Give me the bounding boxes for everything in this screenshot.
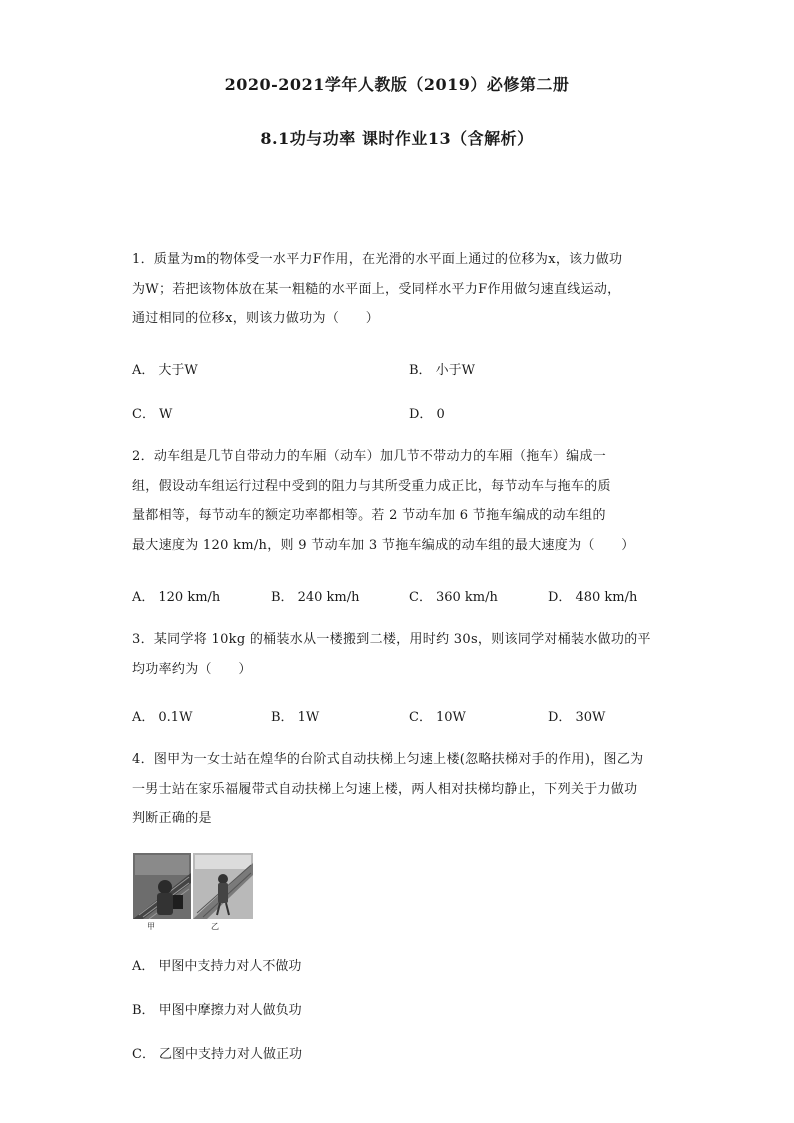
question-4-option-a-row — [132, 955, 672, 975]
stem-line: 组，假设动车组运行过程中受到的阻力与其所受重力成正比，每节动车与拖车的质 — [132, 478, 611, 494]
figure-label-jia: 甲 — [147, 922, 155, 931]
option-c[interactable]: C． 乙图中支持力对人做正功 — [132, 1047, 302, 1062]
option-c[interactable]: C． 10W — [409, 710, 466, 725]
question-1-options-row2 — [132, 403, 672, 423]
option-a[interactable]: A． 0.1W — [132, 710, 193, 725]
option-b[interactable]: B． 1W — [271, 710, 320, 725]
question-3-options — [132, 706, 672, 726]
stem-line: 一男士站在家乐福履带式自动扶梯上匀速上楼，两人相对扶梯均静止，下列关于力做功 — [132, 781, 638, 797]
question-3-stem — [132, 625, 662, 684]
option-c[interactable]: C． W — [132, 407, 173, 422]
option-d[interactable]: D． 30W — [548, 710, 606, 725]
option-b[interactable]: B． 甲图中摩擦力对人做负功 — [132, 1003, 302, 1018]
question-2-stem — [132, 442, 662, 560]
stem-line: 2．动车组是几节自带动力的车厢（动车）加几节不带动力的车厢（拖车）编成一 — [132, 449, 607, 464]
option-d[interactable]: D． 480 km/h — [548, 590, 638, 605]
title-line-1: 2020-2021学年人教版（2019）必修第二册 — [224, 75, 570, 94]
option-b[interactable]: B． 小于W — [409, 363, 475, 378]
stem-line: 4．图甲为一女士站在煌华的台阶式自动扶梯上匀速上楼(忽略扶梯对手的作用)，图乙为 — [132, 752, 644, 767]
option-a[interactable]: A． 甲图中支持力对人不做功 — [132, 959, 302, 974]
stem-line: 均功率约为（ ） — [132, 661, 252, 677]
stem-line: 为W；若把该物体放在某一粗糙的水平面上，受同样水平力F作用做匀速直线运动， — [132, 281, 621, 297]
stem-line: 最大速度为 120 km/h，则 9 节动车加 3 节拖车编成的动车组的最大速度为（ ） — [132, 537, 635, 553]
question-1-options — [132, 359, 672, 379]
figure-label-yi: 乙 — [211, 922, 219, 931]
question-1-stem — [132, 245, 662, 334]
option-a[interactable]: A． 120 km/h — [132, 590, 221, 605]
title-line-2: 8.1功与功率 课时作业13（含解析） — [260, 129, 534, 148]
stem-line: 1．质量为m的物体受一水平力F作用，在光滑的水平面上通过的位移为x，该力做功 — [132, 252, 623, 267]
option-b[interactable]: B． 240 km/h — [271, 590, 360, 605]
question-4-option-c-row — [132, 1043, 672, 1063]
option-d[interactable]: D． 0 — [409, 407, 445, 422]
option-c[interactable]: C． 360 km/h — [409, 590, 498, 605]
stem-line: 通过相同的位移x，则该力做功为（ ） — [132, 311, 380, 326]
stem-line: 3．某同学将 10kg 的桶装水从一楼搬到二楼，用时约 30s，则该同学对桶装水做功的平 — [132, 632, 651, 647]
option-a[interactable]: A． 大于W — [132, 363, 198, 378]
stem-line: 判断正确的是 — [132, 811, 212, 826]
question-4-option-b-row — [132, 999, 672, 1019]
question-2-options — [132, 586, 672, 606]
stem-line: 量都相等，每节动车的额定功率都相等。若 2 节动车加 6 节拖车编成的动车组的 — [132, 508, 606, 523]
question-4-stem — [132, 745, 662, 834]
escalator-photo — [133, 853, 253, 933]
